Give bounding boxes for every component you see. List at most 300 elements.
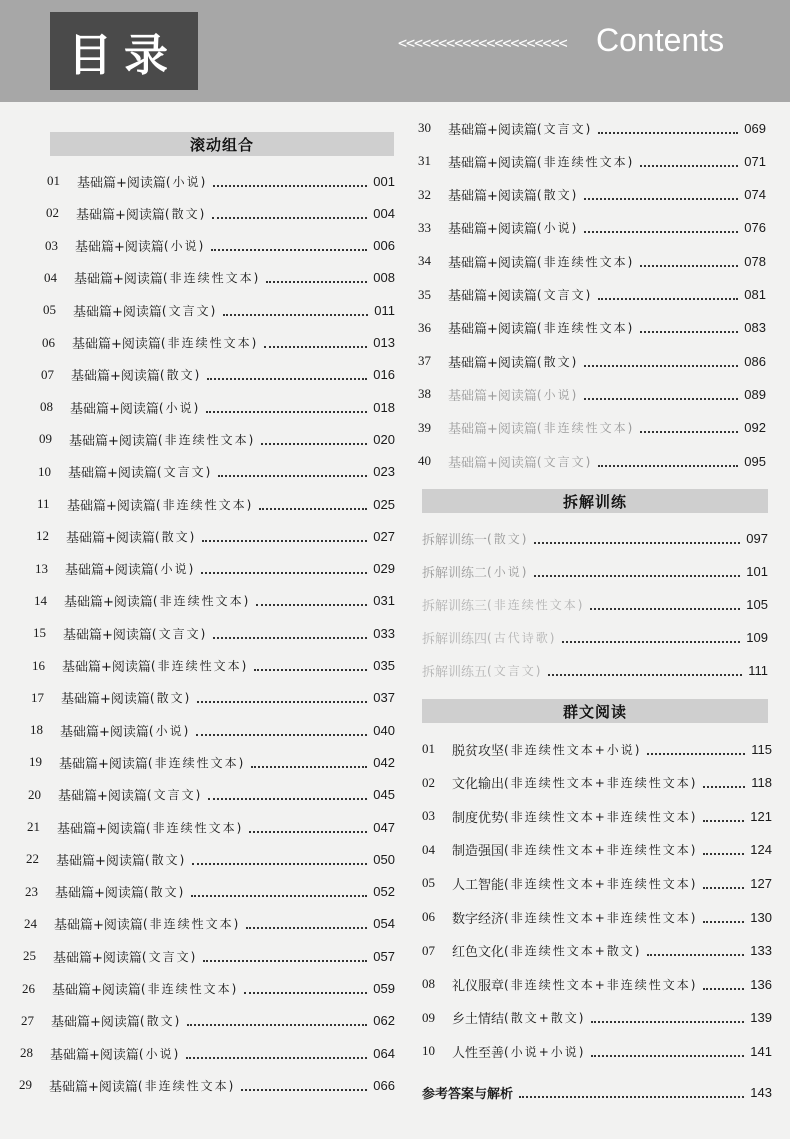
entry-genre: (非连续性文本): [155, 497, 254, 512]
page-number: 050: [373, 851, 395, 867]
dot-leader: [548, 665, 742, 676]
entry-title: 基础篇+阅读篇: [448, 122, 537, 138]
dot-leader: [186, 1048, 367, 1059]
entry-title: 基础篇+阅读篇: [70, 401, 159, 417]
page-number: 118: [751, 775, 772, 791]
page-number: 076: [744, 220, 766, 236]
entry-genre: (散文): [139, 1014, 182, 1029]
entry-number: 33: [418, 219, 431, 235]
chevrons-decoration: <<<<<<<<<<<<<<<<<<<<<: [398, 34, 567, 52]
entry-number: 01: [47, 173, 60, 188]
page-number: 078: [744, 253, 766, 269]
toc-entry: [422, 1009, 772, 1027]
entry-title: 制度优势: [452, 810, 505, 826]
entry-genre: (非连续性文本): [536, 321, 635, 336]
entry-genre: (非连续性文本+非连续性文本): [504, 809, 698, 824]
toc-entry: [24, 915, 395, 933]
toc-entry: [418, 186, 766, 204]
entry-genre: (散文): [143, 885, 186, 900]
page-number: 013: [373, 335, 395, 350]
entry-number: 21: [27, 819, 40, 834]
entry-number: 18: [30, 722, 43, 738]
dot-leader: [223, 305, 368, 316]
page-number: 006: [373, 238, 395, 254]
entry-number: 07: [422, 942, 435, 958]
toc-entry: [418, 152, 766, 170]
entry-number: 06: [422, 909, 435, 924]
entry-number: 25: [23, 948, 36, 964]
entry-number: 08: [422, 976, 435, 992]
toc-entry: [418, 252, 766, 270]
toc-entry: [418, 286, 766, 304]
toc-entry: [422, 807, 772, 825]
entry-genre: (非连续性文本): [160, 336, 259, 350]
toc-entry: [418, 219, 766, 237]
dot-leader: [640, 422, 738, 433]
entry-genre: (非连续性文本): [137, 1078, 236, 1093]
entry-number: 27: [21, 1012, 34, 1028]
entry-genre: (散文): [149, 691, 192, 706]
entry-number: 20: [28, 786, 41, 802]
dot-leader: [703, 979, 744, 990]
toc-entry: [19, 1076, 395, 1094]
page-number: 064: [373, 1045, 395, 1061]
toc-entry: [33, 624, 395, 642]
entry-title: 基础篇+阅读篇: [77, 175, 166, 191]
entry-number: 04: [422, 841, 435, 857]
entry-title: 基础篇+阅读篇: [64, 595, 153, 611]
dot-leader: [249, 822, 367, 833]
entry-genre: (非连续性文本): [140, 982, 239, 996]
page-number: 057: [373, 948, 395, 964]
entry-number: 04: [44, 269, 57, 285]
page-number: 089: [744, 386, 766, 402]
entry-genre: (文言文): [151, 626, 208, 641]
entry-genre: (小说): [536, 387, 579, 402]
dot-leader: [562, 632, 740, 643]
dot-leader: [703, 844, 744, 855]
entry-genre: (文言文): [156, 465, 213, 480]
toc-entry: [422, 562, 768, 580]
section-header-group: 群文阅读: [422, 699, 768, 723]
entry-genre: (非连续性文本+非连续性文本): [504, 776, 698, 791]
entry-title: 基础篇+阅读篇: [56, 853, 145, 869]
entry-genre: (非连续性文本): [145, 820, 244, 835]
dot-leader: [244, 983, 367, 994]
toc-entry: [422, 841, 772, 859]
page-number: 136: [750, 976, 772, 992]
toc-entry: [22, 980, 395, 998]
entry-genre: (非连续性文本): [162, 271, 261, 286]
page-number: 052: [373, 884, 395, 900]
page-number: 115: [751, 741, 772, 757]
page-number: 124: [750, 842, 772, 858]
toc-entry: [418, 319, 766, 337]
dot-leader: [640, 156, 738, 167]
entry-title: 基础篇+阅读篇: [74, 272, 163, 288]
dot-leader: [246, 918, 367, 929]
page-number: 097: [746, 530, 768, 546]
entry-number: 05: [43, 302, 56, 318]
entry-genre: (小说): [487, 564, 529, 579]
dot-leader: [261, 434, 367, 445]
entry-number: 02: [422, 774, 435, 790]
entry-title: 礼仪服章: [452, 978, 505, 994]
dot-leader: [266, 272, 367, 283]
page-number: 031: [373, 593, 395, 609]
page-number: 037: [373, 690, 395, 706]
entry-title: 人性至善: [452, 1045, 505, 1061]
page-number: 040: [373, 722, 395, 738]
page-number: 027: [373, 528, 395, 544]
entry-title: 基础篇+阅读篇: [448, 455, 537, 471]
toc-entry: [35, 560, 395, 578]
entry-genre: (古代诗歌): [487, 630, 557, 645]
toc-entry: [422, 908, 772, 926]
dot-leader: [584, 222, 738, 233]
page-number: 023: [373, 464, 395, 480]
entry-title: 红色文化: [452, 945, 505, 961]
page-number: 033: [373, 625, 395, 641]
entry-genre: (文言文): [536, 121, 593, 136]
entry-title: 基础篇+阅读篇: [66, 530, 155, 546]
toc-entry: [26, 850, 395, 868]
dot-leader: [584, 189, 738, 200]
dot-leader: [191, 886, 367, 897]
toc-entry: [46, 204, 395, 222]
entry-genre: (小说): [138, 1046, 181, 1061]
dot-leader: [534, 566, 740, 577]
dot-leader: [213, 628, 367, 639]
entry-genre: (非连续性文本+非连续性文本): [504, 977, 698, 992]
page-number: 004: [373, 205, 395, 221]
entry-genre: (小说): [163, 239, 206, 254]
entry-title: 基础篇+阅读篇: [67, 498, 156, 514]
entry-number: 11: [37, 496, 50, 511]
entry-genre: (小说): [148, 723, 191, 738]
entry-genre: (文言文): [536, 454, 593, 469]
dot-leader: [212, 208, 367, 219]
page-number: 062: [373, 1013, 395, 1029]
toc-entry: [20, 1044, 395, 1062]
toc-entry: [422, 595, 768, 613]
entry-number: 34: [418, 253, 431, 269]
toc-entry: [31, 689, 395, 707]
entry-title: 人工智能: [452, 877, 505, 893]
section-header-rolling: 滚动组合: [50, 132, 394, 156]
toc-entry: [38, 463, 395, 481]
entry-number: 37: [418, 353, 431, 369]
toc-entry: [418, 419, 766, 437]
entry-title: 基础篇+阅读篇: [51, 1015, 140, 1031]
entry-number: 14: [34, 592, 47, 608]
page-number: 143: [750, 1084, 772, 1100]
entry-number: 28: [20, 1045, 33, 1061]
toc-entry: [422, 661, 768, 679]
entry-title: 基础篇+阅读篇: [71, 369, 160, 385]
toc-entry: [418, 452, 766, 470]
page-number: 054: [373, 916, 395, 932]
entry-title: 基础篇+阅读篇: [57, 821, 146, 837]
entry-genre: (散文): [164, 206, 207, 221]
entry-genre: (非连续性文本): [157, 432, 256, 447]
entry-title: 基础篇+阅读篇: [59, 756, 148, 772]
entry-genre: (非连续性文本): [487, 597, 585, 612]
page-number: 042: [373, 754, 395, 770]
page-number: 059: [373, 981, 395, 996]
dot-leader: [213, 176, 367, 187]
toc-entry: [32, 657, 395, 675]
entry-number: 12: [36, 528, 49, 544]
page-number: 130: [750, 909, 772, 925]
dot-leader: [254, 660, 367, 671]
entry-genre: (非连续性文本+非连续性文本): [504, 910, 698, 925]
toc-entry: [418, 385, 766, 403]
entry-number: 38: [418, 386, 431, 402]
entry-genre: (小说+小说): [504, 1044, 586, 1059]
toc-entry: [27, 818, 395, 836]
entry-title: 基础篇+阅读篇: [448, 255, 537, 271]
page-number: 121: [750, 808, 772, 824]
toc-entry: [43, 301, 395, 319]
page-number: 045: [373, 787, 395, 803]
entry-genre: (文言文): [161, 303, 218, 318]
toc-entry: [422, 1083, 772, 1101]
page-number: 141: [750, 1043, 772, 1059]
entry-genre: (非连续性文本+散文): [504, 944, 642, 959]
toc-entry: [422, 942, 772, 960]
entry-title: 基础篇+阅读篇: [53, 950, 142, 966]
entry-genre: (散文): [154, 529, 197, 544]
dot-leader: [640, 322, 738, 333]
entry-genre: (文言文): [536, 288, 593, 302]
entry-number: 05: [422, 875, 435, 891]
entry-title: 基础篇+阅读篇: [61, 692, 150, 708]
entry-number: 13: [35, 560, 48, 576]
entry-title: 制造强国: [452, 844, 505, 860]
page-number: 025: [373, 496, 395, 512]
page-number: 105: [746, 596, 768, 612]
dot-leader: [703, 878, 744, 889]
toc-entry: [36, 527, 395, 545]
toc-entry: [422, 740, 772, 758]
title-box: [50, 12, 198, 90]
toc-entry: [47, 172, 395, 190]
entry-title: 基础篇+阅读篇: [448, 422, 537, 438]
section-header-breakdown: 拆解训练: [422, 489, 768, 513]
toc-entry: [422, 975, 772, 993]
dot-leader: [584, 356, 738, 367]
entry-genre: (小说): [153, 562, 196, 577]
entry-number: 10: [38, 463, 51, 479]
entry-title: 基础篇+阅读篇: [49, 1079, 138, 1095]
page-number: 066: [373, 1077, 395, 1093]
dot-leader: [256, 595, 367, 606]
entry-title: 参考答案与解析: [422, 1086, 514, 1102]
toc-entry: [29, 753, 395, 771]
page-number: 139: [750, 1010, 772, 1026]
entry-number: 17: [31, 689, 44, 705]
entry-title: 拆解训练一: [422, 532, 488, 548]
page-number: 069: [744, 120, 766, 136]
page-number: 029: [373, 561, 395, 577]
toc-entry: [418, 119, 766, 137]
entry-genre: (散文): [144, 852, 187, 867]
entry-number: 08: [40, 399, 53, 415]
entry-genre: (散文): [536, 188, 579, 203]
page-number: 018: [373, 399, 395, 415]
entry-title: 基础篇+阅读篇: [58, 789, 147, 805]
dot-leader: [203, 951, 367, 962]
page-number: 016: [373, 367, 395, 383]
toc-entry: [422, 628, 768, 646]
entry-number: 26: [22, 980, 35, 996]
entry-number: 31: [418, 153, 431, 169]
dot-leader: [598, 456, 738, 467]
entry-genre: (散文): [159, 368, 202, 383]
entry-number: 22: [26, 851, 39, 867]
page-number: 083: [744, 320, 766, 336]
entry-title: 基础篇+阅读篇: [448, 189, 537, 205]
entry-number: 03: [45, 237, 58, 253]
toc-entry: [39, 430, 395, 448]
entry-number: 19: [29, 754, 42, 770]
entry-number: 16: [32, 657, 45, 673]
entry-title: 基础篇+阅读篇: [62, 660, 151, 675]
entry-title: 拆解训练二: [422, 565, 488, 581]
entry-title: 基础篇+阅读篇: [72, 337, 161, 352]
dot-leader: [584, 389, 738, 400]
dot-leader: [591, 1046, 744, 1057]
entry-number: 02: [46, 205, 59, 221]
toc-entry: [21, 1012, 395, 1030]
dot-leader: [201, 563, 367, 574]
entry-number: 09: [39, 431, 52, 447]
toc-entry: [40, 398, 395, 416]
entry-title: 拆解训练五: [422, 664, 488, 680]
entry-number: 39: [418, 419, 431, 435]
entry-genre: (散文+散文): [504, 1011, 586, 1026]
toc-entry: [28, 786, 395, 804]
entry-title: 基础篇+阅读篇: [448, 355, 537, 371]
page-number: 109: [746, 629, 768, 645]
toc-entry: [418, 352, 766, 370]
entry-number: 23: [25, 883, 38, 899]
entry-title: 基础篇+阅读篇: [68, 466, 157, 482]
dot-leader: [534, 533, 740, 544]
entry-number: 35: [418, 286, 431, 302]
entry-number: 32: [418, 186, 431, 202]
page-number: 086: [744, 353, 766, 369]
dot-leader: [241, 1080, 367, 1091]
dot-leader: [519, 1087, 744, 1098]
entry-title: 基础篇+阅读篇: [60, 724, 149, 740]
entry-genre: (小说): [158, 400, 201, 415]
entry-number: 40: [418, 453, 431, 468]
entry-genre: (散文): [536, 354, 579, 369]
page-number: 035: [373, 658, 395, 673]
entry-genre: (文言文): [487, 663, 543, 678]
dot-leader: [591, 1012, 744, 1023]
dot-leader: [206, 402, 367, 413]
entry-title: 基础篇+阅读篇: [75, 240, 164, 256]
entry-title: 基础篇+阅读篇: [448, 155, 537, 171]
entry-title: 基础篇+阅读篇: [448, 289, 537, 304]
toc-entry: [30, 721, 395, 739]
dot-leader: [259, 499, 367, 510]
toc-entry: [34, 592, 395, 610]
page-number: 011: [374, 302, 395, 318]
entry-title: 数字经济: [452, 911, 505, 927]
entry-number: 01: [422, 741, 435, 756]
entry-number: 10: [422, 1043, 435, 1059]
toc-entry: [42, 334, 395, 352]
contents-label: Contents: [596, 22, 725, 58]
dot-leader: [251, 757, 367, 768]
toc-entry: [25, 883, 395, 901]
page-number: 074: [744, 187, 766, 203]
entry-title: 基础篇+阅读篇: [55, 886, 144, 902]
dot-leader: [598, 123, 738, 134]
entry-title: 基础篇+阅读篇: [448, 222, 537, 238]
entry-genre: (非连续性文本): [536, 254, 635, 269]
entry-title: 乡土情结: [452, 1012, 505, 1028]
dot-leader: [197, 692, 367, 703]
entry-genre: (散文): [487, 531, 529, 546]
entry-genre: (小说): [536, 221, 579, 236]
dot-leader: [640, 256, 738, 267]
entry-number: 24: [24, 915, 37, 931]
entry-title: 文化输出: [452, 777, 505, 793]
toc-entry: [422, 529, 768, 547]
entry-title: 基础篇+阅读篇: [448, 388, 537, 404]
toc-entry: [45, 237, 395, 255]
entry-genre: (非连续性文本+非连续性文本): [504, 843, 698, 858]
toc-entry: [422, 874, 772, 892]
dot-leader: [703, 912, 744, 923]
dot-leader: [590, 599, 740, 610]
dot-leader: [647, 945, 744, 956]
entry-genre: (非连续性文本): [142, 917, 241, 932]
entry-genre: (非连续性文本): [536, 154, 635, 169]
dot-leader: [208, 789, 367, 800]
entry-genre: (文言文): [141, 949, 198, 964]
page-number: 008: [373, 270, 395, 286]
page-number: 081: [744, 287, 766, 302]
dot-leader: [202, 531, 367, 542]
page-number: 111: [748, 662, 768, 678]
entry-title: 基础篇+阅读篇: [448, 322, 537, 338]
page-number: 133: [750, 943, 772, 959]
toc-entry: [422, 1042, 772, 1060]
entry-genre: (非连续性文本+小说): [504, 742, 642, 757]
entry-title: 拆解训练三: [422, 598, 488, 614]
page-title: 目录: [68, 30, 180, 81]
dot-leader: [647, 744, 745, 755]
entry-number: 07: [41, 366, 54, 382]
toc-entry: [23, 947, 395, 965]
dot-leader: [211, 240, 367, 251]
entry-number: 09: [422, 1009, 435, 1025]
entry-title: 基础篇+阅读篇: [76, 207, 165, 223]
entry-number: 36: [418, 319, 431, 335]
dot-leader: [196, 725, 367, 736]
page-number: 071: [744, 153, 766, 169]
dot-leader: [207, 369, 367, 380]
entry-title: 基础篇+阅读篇: [54, 918, 143, 934]
entry-genre: (小说): [165, 174, 208, 189]
page-number: 092: [744, 420, 766, 436]
